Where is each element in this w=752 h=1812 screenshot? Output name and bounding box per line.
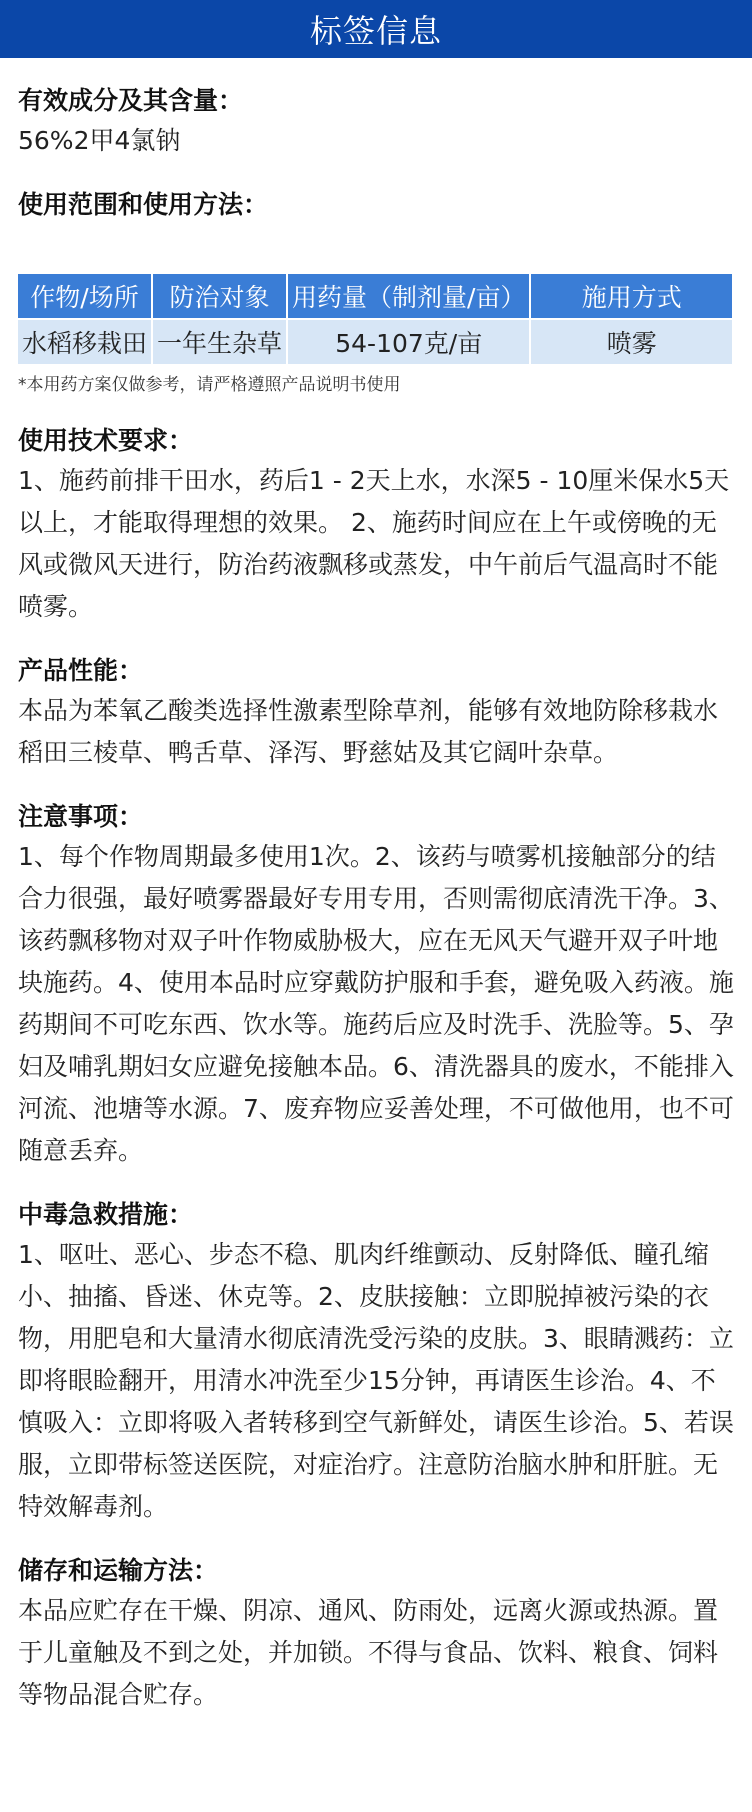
label-content [0,82,752,1716]
performance-section [18,652,734,774]
dosage-table [16,272,734,366]
column-header-crop: 作物/场所 [18,274,151,318]
usage-heading: 使用范围和使用方法： [18,190,269,219]
cell-target: 一年生杂草 [153,320,286,364]
first-aid-section [18,1196,734,1528]
usage-spacer [18,224,734,268]
technical-heading: 使用技术要求： [18,426,194,455]
first-aid-text: 1、呕吐、恶心、步态不稳、肌肉纤维颤动、反射降低、瞳孔缩小、抽搐、昏迷、休克等。2、皮肤接触：立即脱掉被污染的衣物，用肥皂和大量清水彻底清洗受污染的皮肤。3、眼睛溅药：立即将眼睑翻开，用清水冲洗至少15分钟，再请医生诊治。4、不慎吸入：立即将吸入者转移到空气新鲜处，请医生诊治。5、若误服，立即带标签送医院，对症治疗。注意防治脑水肿和肝脏。无特效解毒剂。 [18,1240,734,1521]
cell-method: 喷雾 [531,320,732,364]
performance-heading: 产品性能： [18,656,144,685]
storage-section [18,1552,734,1716]
precautions-section [18,798,734,1172]
storage-text: 本品应贮存在干燥、阴凉、通风、防雨处，远离火源或热源。置于儿童触及不到之处，并加锁。不得与食品、饮料、粮食、饲料等物品混合贮存。 [18,1596,719,1709]
column-header-method: 施用方式 [531,274,732,318]
precautions-heading: 注意事项： [18,802,144,831]
performance-text: 本品为苯氧乙酸类选择性激素型除草剂，能够有效地防除移栽水稻田三棱草、鸭舌草、泽泻、野慈姑及其它阔叶杂草。 [18,696,719,767]
cell-dosage: 54-107克/亩 [288,320,529,364]
table-row [18,320,732,364]
dosage-table-header-row [18,274,732,318]
storage-heading: 储存和运输方法： [18,1556,219,1585]
ingredients-section [18,82,734,162]
usage-section [18,186,734,398]
technical-text: 1、施药前排干田水，药后1 - 2天上水，水深5 - 10厘米保水5天以上，才能取得理想的效果。 2、施药时间应在上午或傍晚的无风或微风天进行，防治药液飘移或蒸发，中午前后气温高时不能喷雾。 [18,466,730,621]
page-header [0,0,752,58]
column-header-dosage: 用药量（制剂量/亩） [288,274,529,318]
ingredients-heading: 有效成分及其含量： [18,86,244,115]
precautions-text: 1、每个作物周期最多使用1次。2、该药与喷雾机接触部分的结合力很强，最好喷雾器最好专用专用，否则需彻底清洗干净。3、该药飘移物对双子叶作物威胁极大，应在无风天气避开双子叶地块施药。4、使用本品时应穿戴防护服和手套，避免吸入药液。施药期间不可吃东西、饮水等。施药后应及时洗手、洗脸等。5、孕妇及哺乳期妇女应避免接触本品。6、清洗器具的废水，不能排入河流、池塘等水源。7、废弃物应妥善处理，不可做他用，也不可随意丢弃。 [18,842,734,1165]
ingredients-text: 56%2甲4氯钠 [18,126,181,155]
technical-section [18,422,734,628]
first-aid-heading: 中毒急救措施： [18,1200,194,1229]
usage-note: *本用药方案仅做参考，请严格遵照产品说明书使用 [18,375,401,395]
cell-crop: 水稻移栽田 [18,320,151,364]
column-header-target: 防治对象 [153,274,286,318]
page-title: 标签信息 [309,12,442,50]
